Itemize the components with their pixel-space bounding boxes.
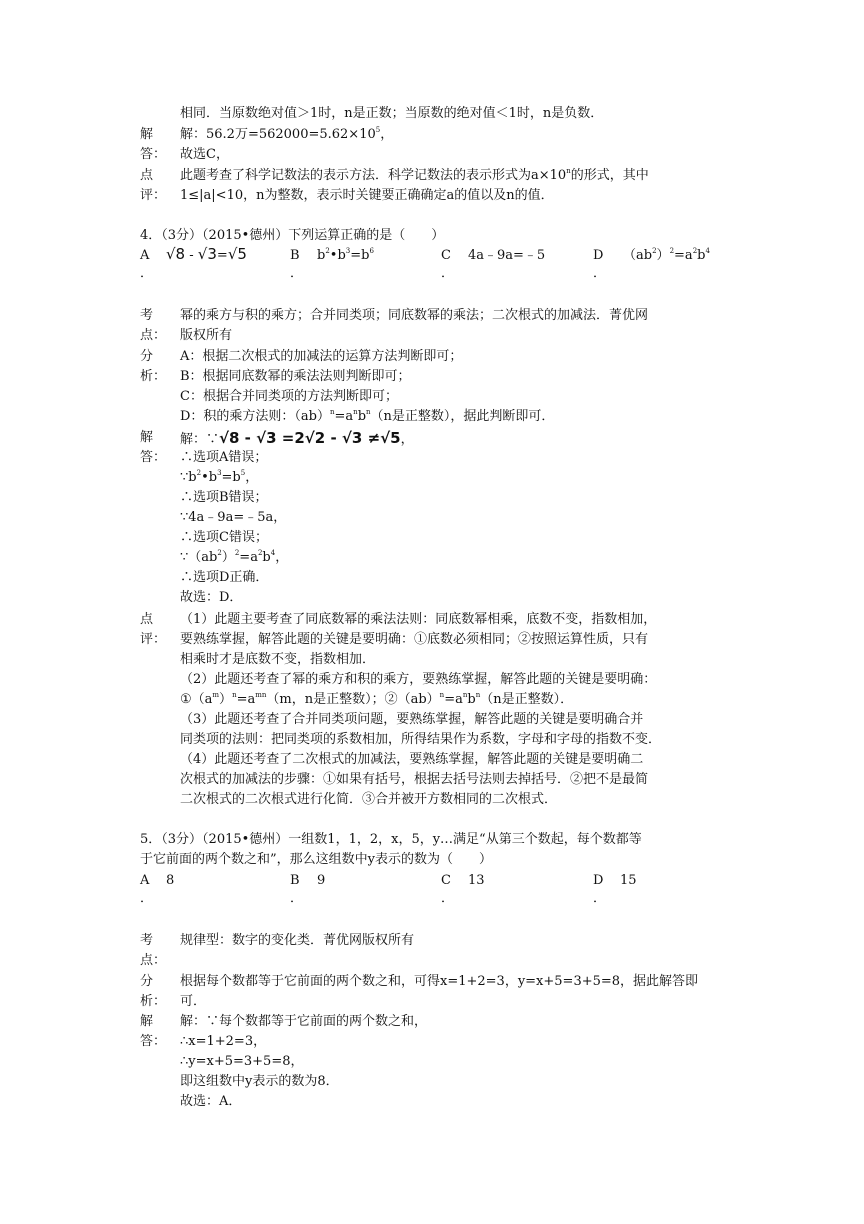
q4-answer-label-2: 答： (140, 450, 167, 465)
q5-answer-label-2: 答： (140, 1034, 167, 1049)
q5-option-c-dot: ． (441, 891, 455, 906)
q5-option-c-letter: C (441, 873, 451, 888)
q4-review-line: （3）此题还考查了合并同类项问题，要熟练掌握，解答此题的关键是要明确合并 (180, 712, 644, 727)
q5-option-c-value: 13 (468, 873, 485, 888)
q4-review-label: 点 (140, 612, 154, 627)
q4-review-label-2: 评： (140, 632, 167, 647)
q4-option-a-dot: ． (140, 266, 154, 281)
q5-kaodian-line: 规律型：数字的变化类．菁优网版权所有 (180, 933, 415, 948)
q4-review-line: （2）此题还考查了幂的乘方和积的乘方，要熟练掌握，解答此题的关键是要明确： (180, 672, 657, 687)
q5-analysis-label-2: 析： (140, 994, 167, 1009)
q3-tail-line: 相同．当原数绝对值＞1时，n是正数；当原数的绝对值＜1时，n是负数． (180, 106, 604, 121)
q4-option-b-dot: ． (290, 266, 304, 281)
q4-analysis-line-d: D：积的乘方法则：$(ab)^n=a^nb^n(n$是正整数），据此判断即可． (180, 408, 555, 424)
q4-review-line: 相乘时才是底数不变，指数相加． (180, 652, 376, 667)
q3-review-line1: 此题考查了科学记数法的表示方法．科学记数法的表示形式为$a\times 10^n$的形式，其中 (180, 167, 649, 183)
q4-option-d-formula: $(ab^2)^2=a^2b^4$ (623, 247, 710, 263)
q5-option-b-value: 9 (317, 873, 326, 888)
q5-stem-line2: 于它前面的两个数之和”，那么这组数中y表示的数为（ ） (140, 852, 492, 867)
q4-review-line: （4）此题还考查了二次根式的加减法，要熟练掌握，解答此题的关键是要明确二 (180, 752, 644, 767)
q4-kaodian-label: 考 (140, 308, 154, 323)
q4-answer-line: 故选：D． (180, 590, 243, 605)
q5-answer-line: ∴x=1+2=3， (180, 1034, 267, 1049)
q4-option-d-letter: D (593, 248, 604, 263)
q5-option-b-letter: B (290, 873, 300, 888)
q5-answer-line: 解：∵每个数都等于它前面的两个数之和， (180, 1014, 428, 1029)
q4-answer-line: ∴选项B错误； (180, 490, 268, 505)
q4-review-line: （1）此题主要考查了同底数幂的乘法法则：同底数幂相乘，底数不变，指数相加， (180, 612, 657, 627)
q4-kaodian-line2: 版权所有 (180, 328, 233, 343)
q5-analysis-line1: 根据每个数都等于它前面的两个数之和，可得x=1+2=3，y=x+5=3+5=8，据此解答即 (180, 974, 699, 989)
q4-option-a-letter: A (140, 248, 150, 263)
q4-option-b-formula: $b^2•b^3=b^6$ (317, 247, 374, 263)
q4-answer-label: 解 (140, 430, 154, 445)
q4-answer-line: ∴选项C错误； (180, 530, 268, 545)
q5-analysis-line2: 可． (180, 994, 207, 1009)
q4-review-formula-line: $①(a^m)^n=a^{mn}(m$，n是正整数）；$②(ab)^n=a^nb^n(n$是正整数）． (180, 691, 574, 707)
q4-analysis-line: A：根据二次根式的加减法的运算方法判断即可； (180, 349, 463, 364)
q4-answer-line: ∴选项D正确． (180, 570, 269, 585)
q5-option-d-dot: ． (593, 891, 607, 906)
q4-answer-line-d: $\because(ab^2)^2=a^2b^4$， (180, 549, 289, 565)
q4-answer-line-first: 解：∵√8 - √3 =2√2 - √3 ≠√5， (180, 429, 414, 447)
q4-stem: 4．（3分）（2015•德州）下列运算正确的是（ ） (140, 228, 445, 243)
q5-analysis-label: 分 (140, 974, 154, 989)
q5-answer-line: 即这组数中y表示的数为8． (180, 1074, 339, 1089)
q4-analysis-line: B：根据同底数幂的乘法法则判断即可； (180, 369, 411, 384)
q5-option-a-letter: A (140, 873, 150, 888)
q4-option-c-formula: 4a﹣9a=﹣5 (468, 248, 546, 263)
q3-answer-line2: 故选C， (180, 147, 229, 162)
q4-answer-line-b: $\because b^2•b^3=b^5$， (180, 469, 259, 485)
q4-kaodian-line1: 幂的乘方与积的乘方；合并同类项；同底数幂的乘法；二次根式的加减法．菁优网 (180, 308, 649, 323)
q4-analysis-line: C：根据合并同类项的方法判断即可； (180, 389, 398, 404)
q4-analysis-label: 分 (140, 349, 154, 364)
q4-review-line: 同类项的法则：把同类项的系数相加，所得结果作为系数，字母和字母的指数不变． (180, 732, 662, 747)
q4-review-line: 次根式的加减法的步骤：①如果有括号，根据去括号法则去掉括号．②把不是最简 (180, 772, 649, 787)
q5-answer-line: 故选：A． (180, 1094, 242, 1109)
q5-option-b-dot: ． (290, 891, 304, 906)
q5-option-a-dot: ． (140, 891, 154, 906)
q4-option-d-dot: ． (593, 266, 607, 281)
q4-answer-line: ∴选项A错误； (180, 450, 268, 465)
q5-kaodian-label-2: 点： (140, 953, 167, 968)
q5-answer-label: 解 (140, 1014, 154, 1029)
q4-option-c-letter: C (441, 248, 451, 263)
q4-option-b-letter: B (290, 248, 300, 263)
q3-review-label: 点 (140, 168, 154, 183)
q4-kaodian-label-2: 点： (140, 328, 167, 343)
q5-kaodian-label: 考 (140, 933, 154, 948)
q3-answer-line1: 解：56.2万$=562000=5.62\times 10^5$， (180, 126, 394, 142)
q5-stem-line1: 5．（3分）（2015•德州）一组数1，1，2，x，5，y…满足“从第三个数起，每个数都等 (140, 832, 642, 847)
q3-review-line2: 1≤|a|<10，n为整数，表示时关键要正确确定a的值以及n的值． (180, 188, 554, 203)
q3-answer-label: 解 (140, 127, 154, 142)
q4-answer-line: ∵4a﹣9a=﹣5a， (180, 510, 287, 525)
q4-analysis-label-2: 析： (140, 369, 167, 384)
q4-option-c-dot: ． (441, 266, 455, 281)
q4-option-a-formula: √8 - √3=√5 (166, 245, 247, 263)
q5-option-d-value: 15 (620, 873, 637, 888)
q4-review-line: 要熟练掌握，解答此题的关键是要明确：①底数必须相同；②按照运算性质，只有 (180, 632, 649, 647)
q5-option-a-value: 8 (166, 873, 175, 888)
q4-review-line: 二次根式的二次根式进行化简．③合并被开方数相同的二次根式． (180, 792, 558, 807)
q5-answer-line: ∴y=x+5=3+5=8， (180, 1054, 304, 1069)
q3-answer-label-2: 答： (140, 147, 167, 162)
q3-review-label-2: 评： (140, 188, 167, 203)
q5-option-d-letter: D (593, 873, 604, 888)
